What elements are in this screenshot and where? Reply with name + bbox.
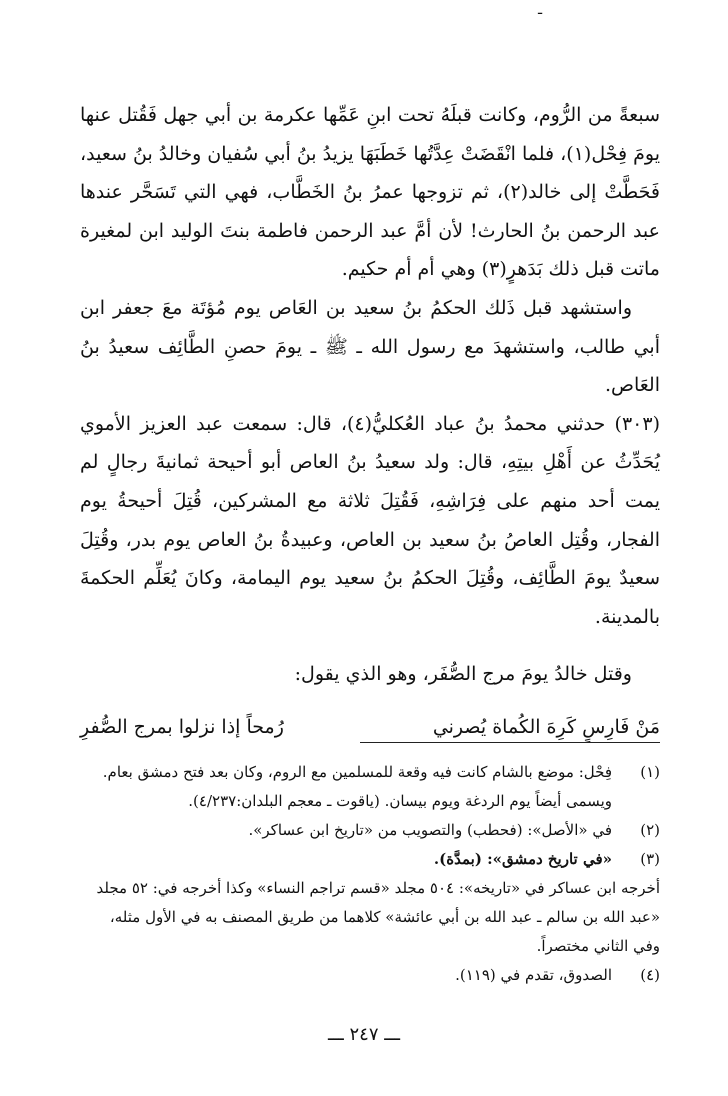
hadith-303 (80, 405, 660, 637)
footnote-number: (٤) (640, 966, 660, 984)
poem-verse (80, 709, 660, 745)
poem-intro: وقتل خالدُ يومَ مرج الصُّفَر، وهو الذي يقول: (294, 663, 632, 686)
page-number: ـــ ٢٤٧ ـــ (327, 1024, 401, 1045)
footnote-number: (٢) (640, 821, 660, 839)
footnote-number: (٣) (640, 850, 660, 868)
hadith-text: حدثني محمدُ بنُ عباد العُكليُّ(٤)، قال: سمعت عبد العزيز الأموي يُحَدِّثُ عن أَهْلِ بيتِهِ، قال: ولد سعيدُ بنُ العاص أبو أحيحة ثمانيةَ رجالٍ لم يمت أحد منهم على فِرَاشِهِ، فَقُتِلَ ثلاثة مع المشركين، قُتِلَ أحيحةُ يوم الفجار، وقُتِل العاصُ بنُ سعيد بن العاص، وعبيدةُ بنُ العاص يوم بدر، وقُتِلَ سعيدٌ يومَ الطَّائِف، وقُتِلَ الحكمُ بنُ سعيد يوم اليمامة، وكانَ يُعَلِّم الحكمةَ بالمدينة. (80, 412, 660, 628)
footnote-number: (١) (640, 763, 660, 781)
footnotes (80, 758, 660, 990)
footnote-separator (360, 742, 660, 743)
footnote-text: في «الأصل»: (فحطب) والتصويب من «تاريخ ابن عساكر». (248, 821, 612, 839)
hadith-number: (٣٠٣) (614, 412, 660, 435)
main-text (80, 96, 660, 745)
corner-mark: ـ (538, 2, 543, 18)
footnote-3 (80, 845, 660, 874)
footnote-text: فِحْل: موضع بالشام كانت فيه وقعة للمسلمين مع الروم، وكان بعد فتح دمشق بعام. ويسمى أيضاً يوم الردغة ويوم بيسان. (ياقوت ـ معجم البلدان:٤/٢٣٧). (102, 763, 612, 810)
footnote-text: الصدوق، تقدم في (١١٩). (455, 966, 612, 984)
verse-second-hemistich: رُمحاً إذا نزلوا بمرج الصُّفرِ (80, 715, 284, 738)
footnote-4 (80, 961, 660, 990)
verse-first-hemistich: مَنْ فَارِسٍ كَرِهَ الكُماة يُصرني (432, 715, 660, 738)
footnote-3-continuation: أخرجه ابن عساكر في «تاريخه»: ٥٠٤ مجلد «قسم تراجم النساء» وكذا أخرجه في: ٥٢ مجلد «عبد الله بن سالم ـ عبد الله بن أبي عائشة» كلاهما من طريق المصنف به في الأول مثله، وفي الثاني مختصراً. (96, 879, 660, 955)
hadith-block (80, 405, 660, 637)
footnote-1 (80, 758, 660, 816)
footnote-text: «في تاريخ دمشق»: (بمدَّة). (433, 850, 612, 868)
paragraph-1: سبعةً من الرُّوم، وكانت قبلَهُ تحت ابنِ عَمِّها عكرمة بن أبي جهل فَقُتل عنها يومَ فِحْل(١)، فلما انْقَضَتْ عِدَّتُها خَطَبَهَا يزيدُ بنُ أبي سُفيان وخالدُ بنُ سعيد، فَحَطَّتْ إلى خالد(٢)، ثم تزوجها عمرُ بنُ الخَطَّاب، فهي التي تَسَحَّر عندها عبد الرحمن بنُ الحارث! لأن أمَّ عبد الرحمن فاطمة بنتَ الوليد ابن لمغيرة ماتت قبل ذلك بَدَهرٍ(٣) وهي أم أم حكيم. (80, 104, 660, 281)
footnote-2 (80, 816, 660, 845)
paragraph-2: واستشهد قبل ذَلك الحكمُ بنُ سعيد بن العَاص يوم مُؤتَة معَ جعفر ابن أبي طالب، واستشهدَ مع رسول الله ـ ﷺ ـ يومَ حصنِ الطَّائِف سعيدُ بنُ العَاص. (80, 296, 660, 397)
